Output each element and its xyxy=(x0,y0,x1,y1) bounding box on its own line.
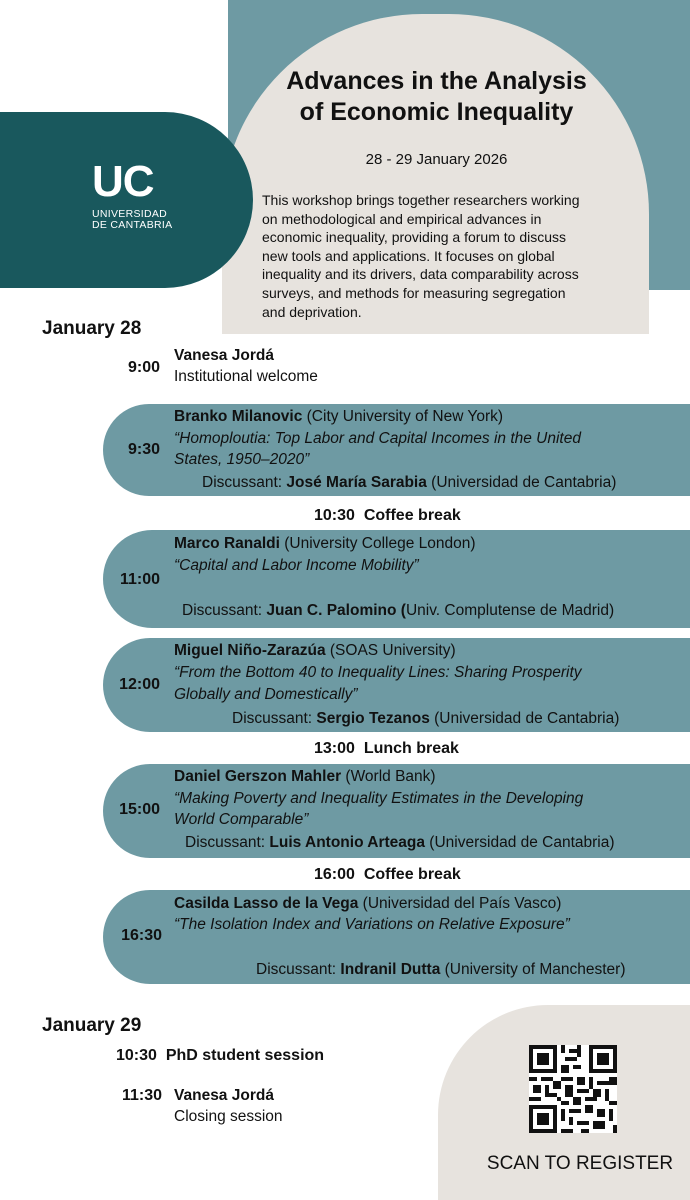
session-title-line1: “Homoploutia: Top Labor and Capital Incomes in the United xyxy=(174,430,581,447)
closing-speaker: Vanesa Jordá xyxy=(174,1087,274,1104)
session-discussant: Discussant: Sergio Tezanos (Universidad de Cantabria) xyxy=(232,710,620,727)
welcome-title: Institutional welcome xyxy=(174,368,318,385)
break-coffee-1: 10:30 Coffee break xyxy=(314,507,461,524)
university-logo-line2: DE CANTABRIA xyxy=(92,219,173,231)
workshop-title-line1: Advances in the Analysis xyxy=(286,67,587,95)
session-speaker: Branko Milanovic (City University of New York) xyxy=(174,408,504,425)
scan-to-register-label: SCAN TO REGISTER xyxy=(486,1153,674,1174)
session-title-line1: “From the Bottom 40 to Inequality Lines: Sharing Prosperity xyxy=(174,664,582,681)
intro-line: on methodological and empirical advances in xyxy=(262,210,542,227)
session-time: 11:00 xyxy=(119,571,160,588)
session-discussant: Discussant: Indranil Dutta (University of Manchester) xyxy=(256,961,626,978)
intro-line: economic inequality, providing a forum to discuss xyxy=(262,229,567,246)
session-title-line1: “Capital and Labor Income Mobility” xyxy=(174,557,419,574)
phd-session: 10:30 PhD student session xyxy=(116,1047,325,1064)
university-logo-line1: UNIVERSIDAD xyxy=(92,208,168,220)
session-speaker: Marco Ranaldi (University College London) xyxy=(174,535,476,552)
intro-line: and deprivation. xyxy=(262,303,362,320)
intro-line: This workshop brings together researchers working xyxy=(262,192,580,208)
session-discussant: Discussant: José María Sarabia (Universidad de Cantabria) xyxy=(202,474,617,491)
session-speaker: Miguel Niño-Zarazúa (SOAS University) xyxy=(174,642,456,659)
session-title-line2: World Comparable” xyxy=(174,811,309,828)
workshop-dates: 28 - 29 January 2026 xyxy=(365,151,508,168)
workshop-title xyxy=(240,66,633,128)
session-title-line2: Globally and Domestically” xyxy=(174,686,358,703)
session-title-line1: “Making Poverty and Inequality Estimates in the Developing xyxy=(174,790,584,807)
intro-line: surveys, and methods for measuring segregation xyxy=(262,284,566,301)
workshop-title-line2: of Economic Inequality xyxy=(299,98,574,126)
session-title-line1: “The Isolation Index and Variations on Relative Exposure” xyxy=(174,916,570,933)
session-discussant: Discussant: Luis Antonio Arteaga (Universidad de Cantabria) xyxy=(185,834,615,851)
session-time: 16:30 xyxy=(121,927,162,944)
welcome-speaker: Vanesa Jordá xyxy=(174,347,274,364)
session-speaker: Daniel Gerszon Mahler (World Bank) xyxy=(174,768,436,785)
workshop-intro xyxy=(262,191,612,321)
day-heading-jan28: January 28 xyxy=(42,318,142,339)
intro-line: inequality and its drivers, data comparability across xyxy=(262,266,579,283)
closing-time: 11:30 xyxy=(121,1087,162,1104)
session-title-line2: States, 1950–2020” xyxy=(174,451,310,468)
session-time: 12:00 xyxy=(119,676,160,693)
intro-line: new tools and applications. It focuses on global xyxy=(262,247,555,264)
session-time: 9:30 xyxy=(127,441,160,458)
session-discussant: Discussant: Juan C. Palomino (Univ. Complutense de Madrid) xyxy=(182,602,615,619)
session-speaker: Casilda Lasso de la Vega (Universidad del País Vasco) xyxy=(174,895,562,912)
university-logo-mark: UC xyxy=(92,157,154,206)
day-heading-jan29: January 29 xyxy=(42,1015,142,1036)
welcome-time: 9:00 xyxy=(127,359,160,376)
session-time: 15:00 xyxy=(119,801,160,818)
break-lunch: 13:00 Lunch break xyxy=(314,740,459,757)
qr-code-icon[interactable] xyxy=(529,1045,617,1133)
break-coffee-2: 16:00 Coffee break xyxy=(314,866,461,883)
closing-title: Closing session xyxy=(174,1108,283,1125)
